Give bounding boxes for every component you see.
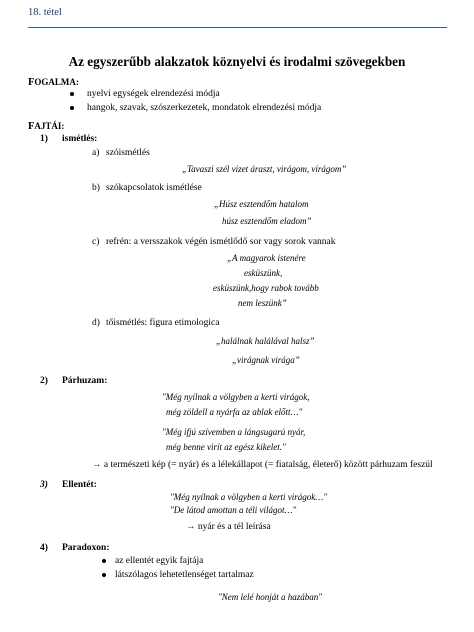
section-2-quote-3: "Még ifjú szívemben a lángsugarú nyár, bbox=[162, 427, 306, 437]
item-c-label: refrén: a versszakok végén ismétlődő sor vagy sorok vannak bbox=[106, 237, 336, 247]
page-title: Az egyszerűbb alakzatok köznyelvi és irodalmi szövegekben bbox=[68, 54, 406, 69]
item-a-label: szóismétlés bbox=[106, 148, 150, 158]
section-4-item-1: az ellentét egyik fajtája bbox=[102, 556, 203, 566]
section-2-quote-4: még benne virít az egész kikelet." bbox=[166, 442, 286, 452]
item-c-letter: c) bbox=[92, 237, 100, 247]
bullet-icon bbox=[102, 559, 106, 563]
section-4-number: 4) bbox=[40, 543, 48, 553]
bullet-icon bbox=[102, 573, 106, 577]
item-d-quote-2: „virágnak virága” bbox=[232, 355, 300, 365]
section-2-note: → a természeti kép (= nyár) és a lélekállapot (= fiatalság, életerő) között párhuzam feszül bbox=[92, 460, 433, 470]
item-a-letter: a) bbox=[92, 148, 100, 158]
section-2-quote-1: "Még nyílnak a völgyben a kerti virágok, bbox=[162, 392, 310, 402]
item-d-letter: d) bbox=[92, 318, 100, 328]
bullet-icon bbox=[70, 106, 74, 110]
section-4-quote: "Nem lelé honját a hazában" bbox=[218, 592, 323, 602]
section-2-number: 2) bbox=[40, 376, 48, 386]
header-label: 18. tétel bbox=[28, 7, 62, 18]
item-d-quote-1: „halálnak halálával halsz” bbox=[216, 336, 315, 346]
section-2-label: Párhuzam: bbox=[62, 376, 108, 386]
item-c-quote-4: nem leszünk” bbox=[238, 298, 287, 308]
section-3-number: 3) bbox=[40, 480, 48, 490]
section-4-label: Paradoxon: bbox=[62, 543, 110, 553]
section-3-quote-2: "De látod amottan a téli világot…" bbox=[170, 505, 297, 515]
fogalma-item-2: hangok, szavak, szószerkezetek, mondatok elrendezési módja bbox=[70, 103, 321, 113]
item-a-quote: „Tavaszi szél vizet áraszt, virágom, virágom” bbox=[182, 164, 347, 174]
item-b-quote-1: „Húsz esztendőm hatalom bbox=[214, 199, 309, 209]
item-b-label: szókapcsolatok ismétlése bbox=[106, 183, 202, 193]
item-d-label: tőismétlés: figura etimologica bbox=[106, 318, 220, 328]
section-4-item-2: látszólagos lehetetlenséget tartalmaz bbox=[102, 570, 254, 580]
fajtai-heading: FAJTÁI: bbox=[28, 121, 65, 132]
item-c-quote-2: esküszünk, bbox=[244, 268, 283, 278]
item-c-quote-3: esküszünk,hogy rabok tovább bbox=[213, 283, 319, 293]
fogalma-heading: FOGALMA: bbox=[28, 77, 79, 88]
bullet-icon bbox=[70, 92, 74, 96]
section-3-note: → nyár és a tél leírása bbox=[186, 522, 271, 532]
item-b-letter: b) bbox=[92, 183, 100, 193]
section-1-number: 1) bbox=[40, 134, 48, 144]
fogalma-item-1: nyelvi egységek elrendezési módja bbox=[70, 89, 220, 99]
section-3-quote-1: "Még nyílnak a völgyben a kerti virágok…" bbox=[170, 492, 328, 502]
item-b-quote-2: húsz esztendőm eladom” bbox=[222, 216, 312, 226]
section-2-quote-2: még zöldell a nyárfa az ablak előtt…" bbox=[166, 407, 303, 417]
header-rule bbox=[28, 27, 447, 28]
item-c-quote-1: „A magyarok istenére bbox=[227, 253, 306, 263]
section-1-label: ismétlés: bbox=[62, 134, 98, 144]
section-3-label: Ellentét: bbox=[62, 480, 97, 490]
